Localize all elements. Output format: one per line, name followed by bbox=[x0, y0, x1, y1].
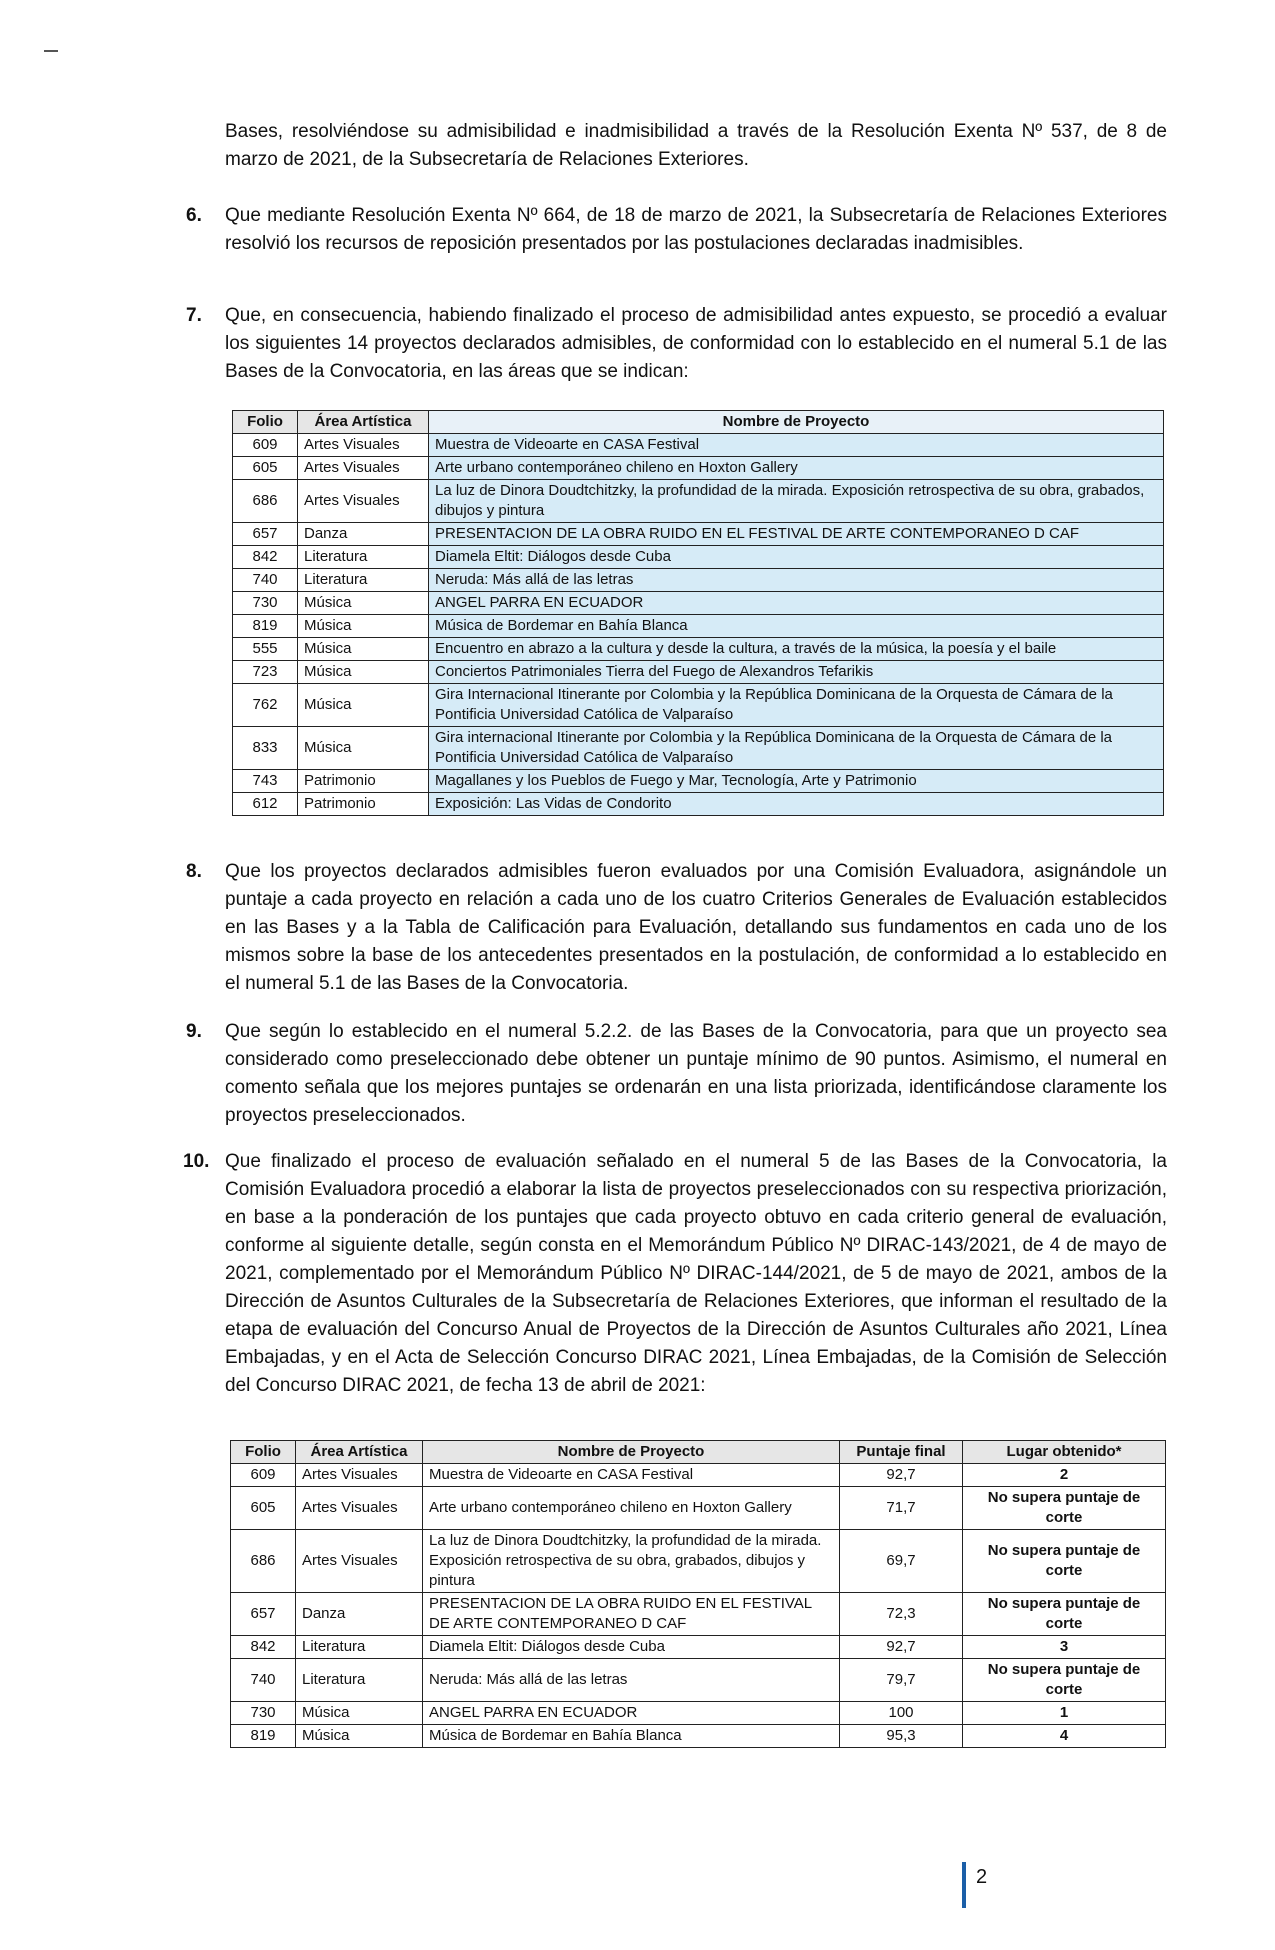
cell-folio: 842 bbox=[233, 546, 298, 569]
item-number: 9. bbox=[186, 1021, 202, 1042]
header-place: Lugar obtenido* bbox=[963, 1441, 1166, 1464]
item-number: 7. bbox=[186, 305, 202, 326]
item-text: Que los proyectos declarados admisibles fueron evaluados por una Comisión Evaluadora, asignándole un puntaje a cada proyecto en relación a cada uno de los cuatro Criterios Generales de Evaluación establecidos en las Bases y a la Tabla de Calificación para Evaluación, detallando sus fundamentos en cada uno de los mismos sobre la base de los antecedentes presentados en la postulación, de conformidad a lo establecido en el numeral 5.1 de las Bases de la Convocatoria. bbox=[225, 861, 1167, 994]
cell-name: Diamela Eltit: Diálogos desde Cuba bbox=[423, 1636, 840, 1659]
table-row bbox=[233, 480, 1164, 523]
cell-place: No supera puntaje de corte bbox=[963, 1487, 1166, 1530]
cell-name: Arte urbano contemporáneo chileno en Hoxton Gallery bbox=[423, 1487, 840, 1530]
cell-name: ANGEL PARRA EN ECUADOR bbox=[429, 592, 1164, 615]
cell-area: Música bbox=[298, 592, 429, 615]
table-row bbox=[233, 592, 1164, 615]
cell-area: Artes Visuales bbox=[298, 480, 429, 523]
cell-folio: 819 bbox=[233, 615, 298, 638]
cell-name: Gira internacional Itinerante por Colombia y la República Dominicana de la Orquesta de Cámara de la Pontificia Universidad Católica de Valparaíso bbox=[429, 727, 1164, 770]
cell-score: 95,3 bbox=[840, 1725, 963, 1748]
item-text: Que según lo establecido en el numeral 5.2.2. de las Bases de la Convocatoria, para que un proyecto sea considerado como preseleccionado debe obtener un puntaje mínimo de 90 puntos. Asimismo, el numeral en comento señala que los mejores puntajes se ordenarán en una lista priorizada, identificándose claramente los proyectos preseleccionados. bbox=[225, 1021, 1167, 1126]
cell-name: La luz de Dinora Doudtchitzky, la profundidad de la mirada. Exposición retrospectiva de su obra, grabados, dibujos y pintura bbox=[429, 480, 1164, 523]
item-number: 8. bbox=[186, 861, 202, 882]
cell-folio: 612 bbox=[233, 793, 298, 816]
cell-score: 92,7 bbox=[840, 1464, 963, 1487]
cell-area: Literatura bbox=[298, 546, 429, 569]
cell-area: Danza bbox=[298, 523, 429, 546]
cell-name: PRESENTACION DE LA OBRA RUIDO EN EL FESTIVAL DE ARTE CONTEMPORANEO D CAF bbox=[423, 1593, 840, 1636]
header-score: Puntaje final bbox=[840, 1441, 963, 1464]
cell-folio: 730 bbox=[233, 592, 298, 615]
cell-name: PRESENTACION DE LA OBRA RUIDO EN EL FESTIVAL DE ARTE CONTEMPORANEO D CAF bbox=[429, 523, 1164, 546]
cell-area: Danza bbox=[296, 1593, 423, 1636]
table-row bbox=[231, 1725, 1166, 1748]
table-row bbox=[231, 1636, 1166, 1659]
cell-name: Conciertos Patrimoniales Tierra del Fuego de Alexandros Tefarikis bbox=[429, 661, 1164, 684]
cell-area: Artes Visuales bbox=[298, 457, 429, 480]
table-row bbox=[233, 615, 1164, 638]
cell-name: Diamela Eltit: Diálogos desde Cuba bbox=[429, 546, 1164, 569]
cell-place: No supera puntaje de corte bbox=[963, 1659, 1166, 1702]
cell-area: Música bbox=[298, 615, 429, 638]
table2-body bbox=[231, 1464, 1166, 1748]
cell-area: Artes Visuales bbox=[296, 1487, 423, 1530]
cell-folio: 657 bbox=[233, 523, 298, 546]
table-row bbox=[231, 1464, 1166, 1487]
cell-folio: 657 bbox=[231, 1593, 296, 1636]
cell-name: Gira Internacional Itinerante por Colombia y la República Dominicana de la Orquesta de Cámara de la Pontificia Universidad Católica de Valparaíso bbox=[429, 684, 1164, 727]
table-row bbox=[233, 434, 1164, 457]
cell-name: Muestra de Videoarte en CASA Festival bbox=[423, 1464, 840, 1487]
header-folio: Folio bbox=[231, 1441, 296, 1464]
cell-folio: 730 bbox=[231, 1702, 296, 1725]
cell-score: 79,7 bbox=[840, 1659, 963, 1702]
cell-area: Música bbox=[298, 661, 429, 684]
cell-score: 71,7 bbox=[840, 1487, 963, 1530]
table-row bbox=[233, 546, 1164, 569]
cell-area: Música bbox=[298, 727, 429, 770]
cell-name: Música de Bordemar en Bahía Blanca bbox=[423, 1725, 840, 1748]
cell-folio: 819 bbox=[231, 1725, 296, 1748]
table-row bbox=[233, 638, 1164, 661]
cell-name: La luz de Dinora Doudtchitzky, la profundidad de la mirada. Exposición retrospectiva de su obra, grabados, dibujos y pintura bbox=[423, 1530, 840, 1593]
cell-name: Neruda: Más allá de las letras bbox=[429, 569, 1164, 592]
item-text: Que mediante Resolución Exenta Nº 664, de 18 de marzo de 2021, la Subsecretaría de Relaciones Exteriores resolvió los recursos de reposición presentados por las postulaciones declaradas inadmisibles. bbox=[225, 205, 1167, 254]
table-header-row bbox=[231, 1441, 1166, 1464]
cell-area: Música bbox=[296, 1725, 423, 1748]
cell-score: 72,3 bbox=[840, 1593, 963, 1636]
cell-name: Música de Bordemar en Bahía Blanca bbox=[429, 615, 1164, 638]
table-row bbox=[231, 1702, 1166, 1725]
table-row bbox=[231, 1530, 1166, 1593]
cell-score: 69,7 bbox=[840, 1530, 963, 1593]
cell-name: Exposición: Las Vidas de Condorito bbox=[429, 793, 1164, 816]
cell-name: Muestra de Videoarte en CASA Festival bbox=[429, 434, 1164, 457]
item-number: 6. bbox=[186, 205, 202, 226]
table-row bbox=[233, 684, 1164, 727]
cell-folio: 609 bbox=[233, 434, 298, 457]
item-number: 10. bbox=[183, 1151, 210, 1172]
cell-score: 100 bbox=[840, 1702, 963, 1725]
header-name: Nombre de Proyecto bbox=[423, 1441, 840, 1464]
cell-folio: 833 bbox=[233, 727, 298, 770]
table-row bbox=[231, 1593, 1166, 1636]
cell-folio: 743 bbox=[233, 770, 298, 793]
cell-name: Neruda: Más allá de las letras bbox=[423, 1659, 840, 1702]
cell-folio: 555 bbox=[233, 638, 298, 661]
cell-area: Literatura bbox=[298, 569, 429, 592]
cell-area: Artes Visuales bbox=[298, 434, 429, 457]
cell-folio: 740 bbox=[233, 569, 298, 592]
cell-area: Música bbox=[296, 1702, 423, 1725]
cell-place: No supera puntaje de corte bbox=[963, 1530, 1166, 1593]
item-text: Que, en consecuencia, habiendo finalizado el proceso de admisibilidad antes expuesto, se procedió a evaluar los siguientes 14 proyectos declarados admisibles, de conformidad con lo establecido en el numeral 5.1 de las Bases de la Convocatoria, en las áreas que se indican: bbox=[225, 305, 1167, 382]
cell-folio: 762 bbox=[233, 684, 298, 727]
cell-place: No supera puntaje de corte bbox=[963, 1593, 1166, 1636]
table-row bbox=[233, 793, 1164, 816]
cell-area: Literatura bbox=[296, 1659, 423, 1702]
cell-folio: 740 bbox=[231, 1659, 296, 1702]
scan-mark bbox=[44, 50, 58, 52]
page-number: 2 bbox=[962, 1862, 987, 1908]
cell-place: 1 bbox=[963, 1702, 1166, 1725]
table-row bbox=[233, 727, 1164, 770]
header-folio: Folio bbox=[233, 411, 298, 434]
cell-place: 2 bbox=[963, 1464, 1166, 1487]
cell-place: 3 bbox=[963, 1636, 1166, 1659]
cell-score: 92,7 bbox=[840, 1636, 963, 1659]
table-row bbox=[233, 523, 1164, 546]
cell-name: Arte urbano contemporáneo chileno en Hoxton Gallery bbox=[429, 457, 1164, 480]
cell-folio: 605 bbox=[231, 1487, 296, 1530]
cell-area: Música bbox=[298, 638, 429, 661]
cell-folio: 723 bbox=[233, 661, 298, 684]
cell-area: Patrimonio bbox=[298, 770, 429, 793]
header-area: Área Artística bbox=[298, 411, 429, 434]
table-row bbox=[233, 457, 1164, 480]
evaluation-results-table bbox=[230, 1440, 1166, 1748]
table-row bbox=[231, 1487, 1166, 1530]
cell-folio: 842 bbox=[231, 1636, 296, 1659]
admissible-projects-table bbox=[232, 410, 1164, 816]
cell-area: Música bbox=[298, 684, 429, 727]
table-header-row bbox=[233, 411, 1164, 434]
cell-area: Artes Visuales bbox=[296, 1464, 423, 1487]
table-row bbox=[231, 1659, 1166, 1702]
cell-area: Patrimonio bbox=[298, 793, 429, 816]
cell-name: Encuentro en abrazo a la cultura y desde la cultura, a través de la música, la poesía y el baile bbox=[429, 638, 1164, 661]
cell-folio: 605 bbox=[233, 457, 298, 480]
cell-folio: 609 bbox=[231, 1464, 296, 1487]
cell-name: Magallanes y los Pueblos de Fuego y Mar, Tecnología, Arte y Patrimonio bbox=[429, 770, 1164, 793]
cell-area: Artes Visuales bbox=[296, 1530, 423, 1593]
table-row bbox=[233, 770, 1164, 793]
cell-area: Literatura bbox=[296, 1636, 423, 1659]
item-text: Que finalizado el proceso de evaluación señalado en el numeral 5 de las Bases de la Convocatoria, la Comisión Evaluadora procedió a elaborar la lista de proyectos preseleccionados con su respectiva priorización, en base a la ponderación de los puntajes que cada proyecto obtuvo en cada criterio general de evaluación, conforme al siguiente detalle, según consta en el Memorándum Público Nº DIRAC-143/2021, de 4 de mayo de 2021, complementado por el Memorándum Público Nº DIRAC-144/2021, de 5 de mayo de 2021, ambos de la Dirección de Asuntos Culturales de la Subsecretaría de Relaciones Exteriores, que informan el resultado de la etapa de evaluación del Concurso Anual de Proyectos de la Dirección de Asuntos Culturales año 2021, Línea Embajadas, y en el Acta de Selección Concurso DIRAC 2021, Línea Embajadas, de la Comisión de Selección del Concurso DIRAC 2021, de fecha 13 de abril de 2021: bbox=[225, 1151, 1167, 1396]
header-area: Área Artística bbox=[296, 1441, 423, 1464]
cell-name: ANGEL PARRA EN ECUADOR bbox=[423, 1702, 840, 1725]
cell-folio: 686 bbox=[231, 1530, 296, 1593]
cell-place: 4 bbox=[963, 1725, 1166, 1748]
table-row bbox=[233, 569, 1164, 592]
header-name: Nombre de Proyecto bbox=[429, 411, 1164, 434]
table1-body bbox=[233, 434, 1164, 816]
table-row bbox=[233, 661, 1164, 684]
cell-folio: 686 bbox=[233, 480, 298, 523]
intro-paragraph: Bases, resolviéndose su admisibilidad e inadmisibilidad a través de la Resolución Exenta Nº 537, de 8 de marzo de 2021, de la Subsecretaría de Relaciones Exteriores. bbox=[225, 121, 1167, 170]
